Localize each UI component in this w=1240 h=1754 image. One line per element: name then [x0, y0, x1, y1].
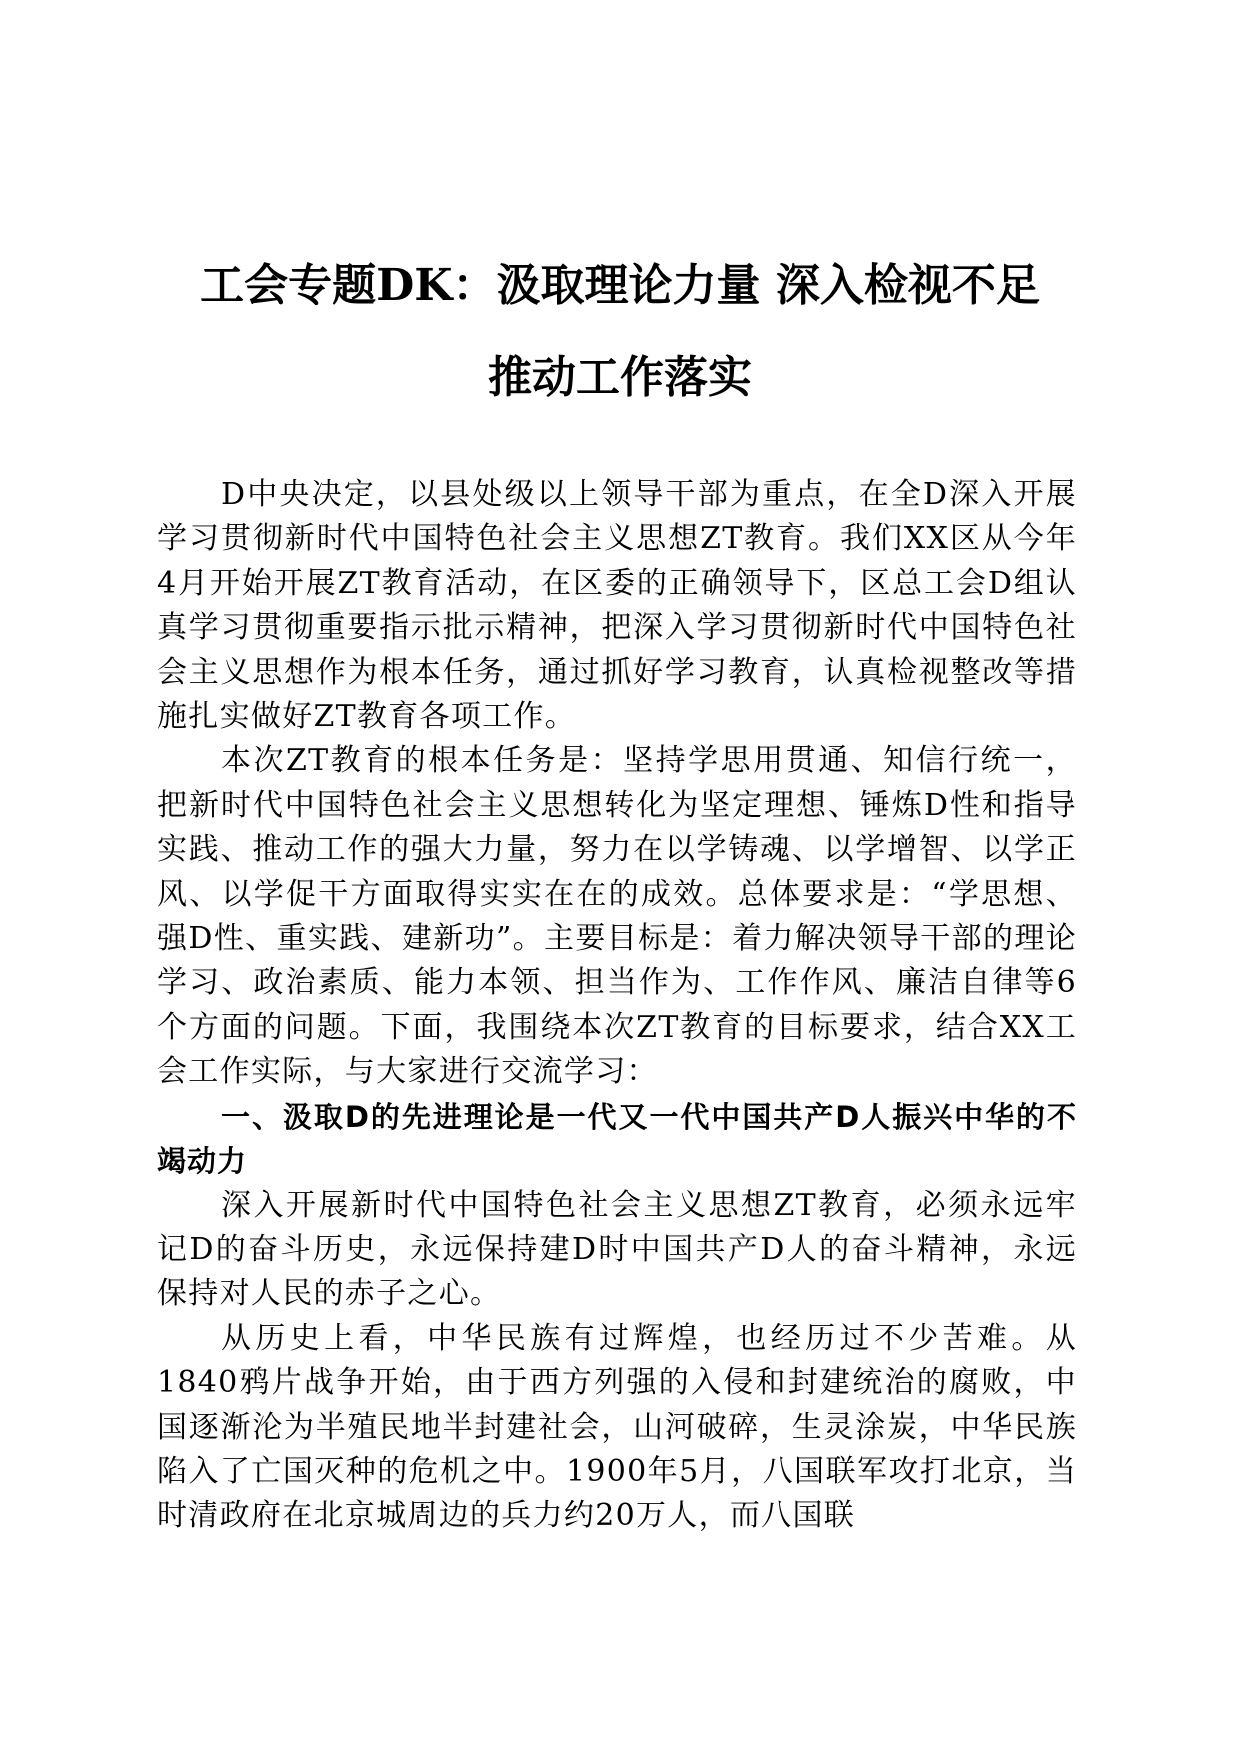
- paragraph-intro: D中央决定，以县处级以上领导干部为重点，在全D深入开展学习贯彻新时代中国特色社会主义思想ZT教育。我们XX区从今年4月开始开展ZT教育活动，在区委的正确领导下，区总工会D组认真学习贯彻重要指示批示精神，把深入学习贯彻新时代中国特色社会主义思想作为根本任务，通过抓好学习教育，认真检视整改等措施扎实做好ZT教育各项工作。: [157, 477, 1077, 735]
- paragraph-history: 从历史上看，中华民族有过辉煌，也经历过不少苦难。从1840鸦片战争开始，由于西方列强的入侵和封建统治的腐败，中国逐渐沦为半殖民地半封建社会，山河破碎，生灵涂炭，中华民族陷入了亡国灭种的危机之中。1900年5月，八国联军攻打北京，当时清政府在北京城周边的兵力约20万人，而八国联: [157, 1320, 1077, 1534]
- paragraph-history-spirit: 深入开展新时代中国特色社会主义思想ZT教育，必须永远牢记D的奋斗历史，永远保持建D时中国共产D人的奋斗精神，永远保持对人民的赤子之心。: [157, 1187, 1077, 1312]
- paragraph-task: 本次ZT教育的根本任务是：坚持学思用贯通、知信行统一，把新时代中国特色社会主义思想转化为坚定理想、锤炼D性和指导实践、推动工作的强大力量，努力在以学铸魂、以学增智、以学正风、以学促干方面取得实实在在的成效。总体要求是：“学思想、强D性、重实践、建新功”。主要目标是：着力解决领导干部的理论学习、政治素质、能力本领、担当作为、工作作风、廉洁自律等6个方面的问题。下面，我围绕本次ZT教育的目标要求，结合XX工会工作实际，与大家进行交流学习：: [157, 743, 1077, 1090]
- section-heading-1: 一、汲取D的先进理论是一代又一代中国共产D人振兴中华的不竭动力: [157, 1099, 1077, 1179]
- document-title-line-2: 推动工作落实: [488, 352, 752, 403]
- document-body: [157, 473, 1077, 1539]
- document-title-line-1: 工会专题DK：汲取理论力量 深入检视不足: [200, 260, 1040, 311]
